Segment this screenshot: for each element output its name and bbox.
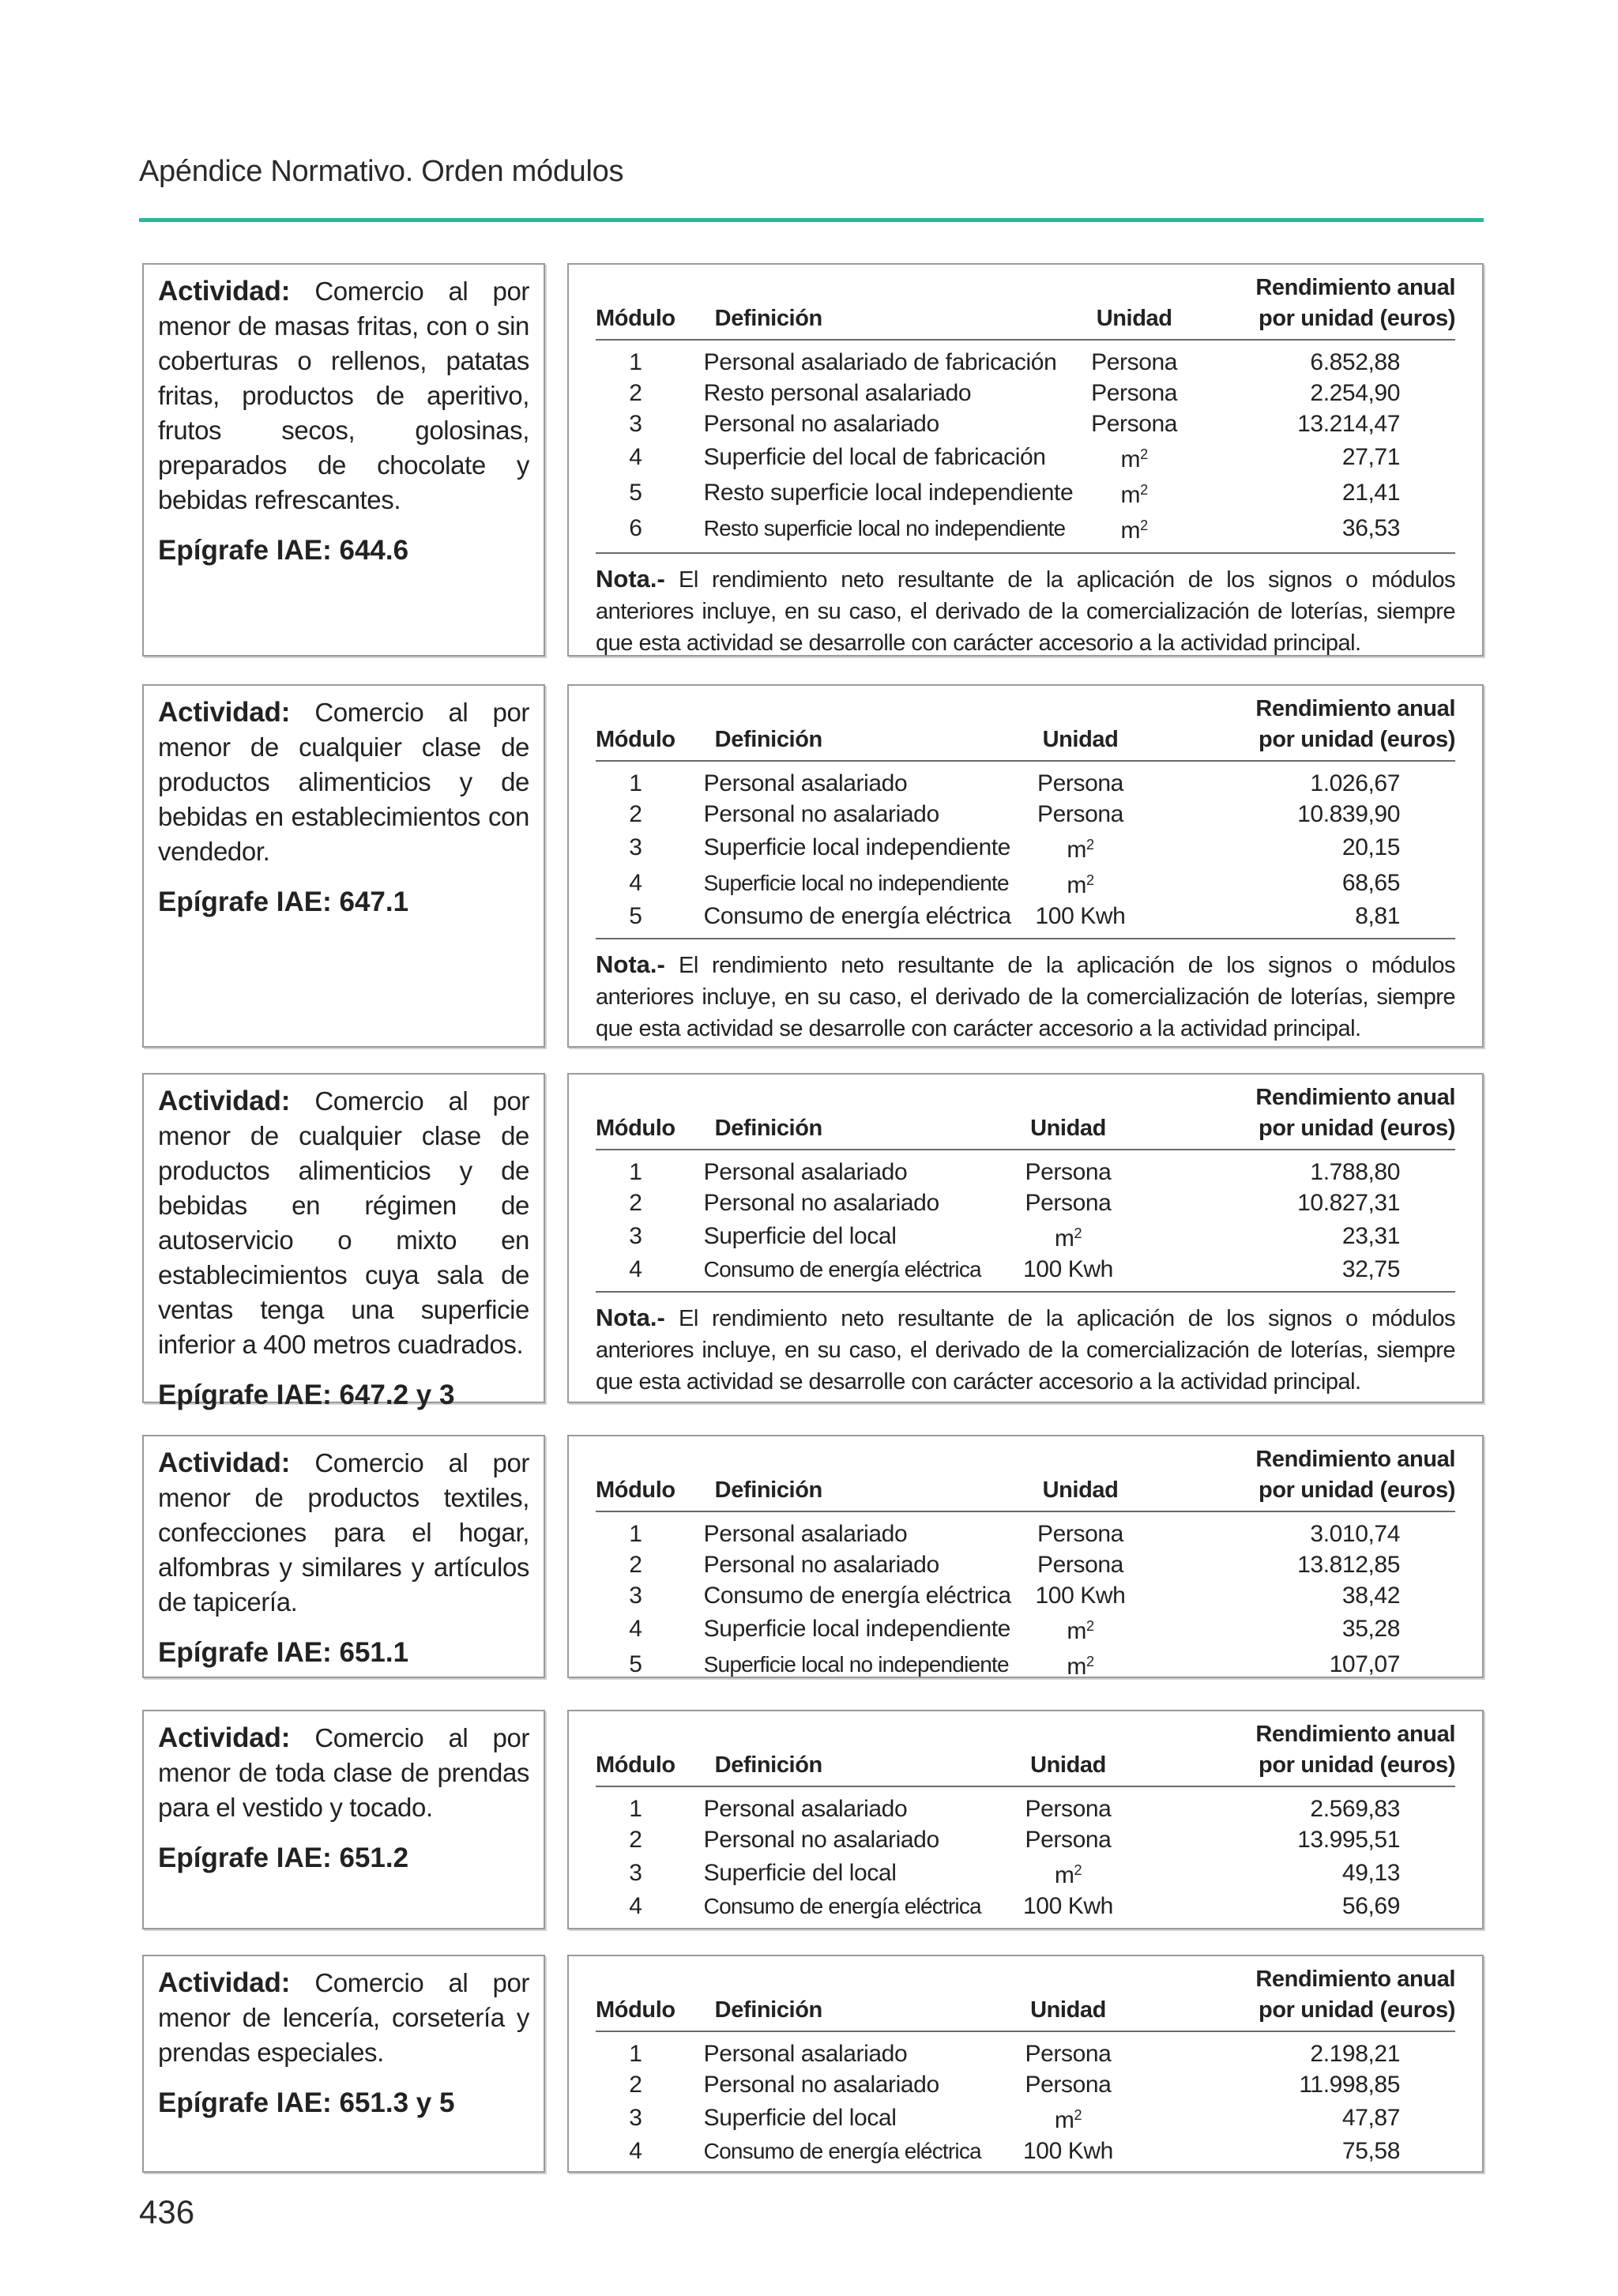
modules-table — [596, 1719, 1455, 1928]
cell-definicion: Personal asalariado — [703, 1796, 908, 1822]
table-header-row — [596, 694, 1455, 761]
cell-valor: 10.839,90 — [1297, 801, 1400, 827]
cell-unidad — [997, 1855, 1139, 1891]
modules-box — [567, 1955, 1484, 2173]
unidad-text: Persona — [1091, 380, 1178, 406]
cell-unidad — [1073, 408, 1195, 439]
header-rendimiento — [1139, 1719, 1455, 1786]
unidad-text: m — [1120, 518, 1141, 544]
header-rendimiento — [1195, 273, 1455, 340]
table-row — [596, 1254, 1455, 1291]
activity-description — [158, 1084, 529, 1362]
unidad-text: 100 Kwh — [1023, 1893, 1113, 1919]
cell-unidad — [997, 2031, 1139, 2069]
cell-valor: 107,07 — [1329, 1651, 1400, 1677]
cell-definicion: Superficie del local — [703, 1860, 897, 1886]
header-unidad: Unidad — [1073, 273, 1195, 340]
cell-valor: 6.852,88 — [1310, 349, 1400, 375]
header-definicion: Definición — [675, 273, 1074, 340]
activity-description — [158, 274, 529, 518]
nota-paragraph — [596, 552, 1455, 659]
unidad-superscript: 2 — [1140, 482, 1148, 498]
header-modulo: Módulo — [596, 694, 675, 761]
modules-box — [567, 263, 1484, 657]
cell-definicion: Resto superficie local no independiente — [703, 516, 1066, 540]
cell-modulo: 1 — [629, 770, 642, 796]
unidad-superscript: 2 — [1086, 837, 1094, 853]
header-modulo: Módulo — [596, 1719, 675, 1786]
modules-box — [567, 1073, 1484, 1403]
table-row — [596, 2100, 1455, 2136]
unidad-text: Persona — [1091, 349, 1178, 375]
cell-valor: 75,58 — [1341, 2138, 1400, 2164]
cell-definicion: Resto superficie local independiente — [703, 480, 1074, 506]
nota-label: Nota.- — [596, 565, 665, 593]
cell-unidad — [1011, 761, 1150, 799]
activity-box — [142, 1073, 545, 1410]
cell-definicion: Personal no asalariado — [703, 1190, 939, 1216]
cell-modulo: 4 — [629, 1893, 642, 1919]
table-row — [596, 1150, 1455, 1188]
epigrafe-label: Epígrafe IAE: 647.1 — [158, 886, 409, 917]
cell-modulo: 3 — [629, 1860, 642, 1886]
cell-valor: 23,31 — [1341, 1223, 1400, 1249]
cell-unidad — [1011, 1511, 1150, 1549]
cell-unidad — [997, 1254, 1139, 1291]
activity-label: Actividad: — [158, 697, 291, 728]
cell-definicion: Personal asalariado — [703, 770, 908, 796]
header-modulo: Módulo — [596, 1964, 675, 2031]
modules-table — [596, 694, 1455, 938]
unidad-text: Persona — [1037, 801, 1123, 827]
unidad-superscript: 2 — [1086, 872, 1094, 888]
header-modulo: Módulo — [596, 1444, 675, 1511]
modules-box — [567, 1710, 1484, 1929]
nota-text: El rendimiento neto resultante de la aplicación de los signos o módulos anteriores incluye, en su caso, el derivado de la comercialización de loterías, siempre que esta actividad se desarrolle con carácter accesorio a la actividad principal. — [596, 1306, 1455, 1395]
cell-valor: 47,87 — [1341, 2105, 1400, 2131]
table-row — [596, 1549, 1455, 1580]
cell-valor: 68,65 — [1341, 870, 1400, 896]
table-header-row — [596, 273, 1455, 340]
cell-definicion: Personal asalariado — [703, 1521, 908, 1547]
unidad-text: Persona — [1025, 2041, 1112, 2067]
cell-valor: 21,41 — [1341, 480, 1400, 506]
cell-valor: 3.010,74 — [1310, 1521, 1400, 1547]
cell-valor: 1.026,67 — [1310, 770, 1400, 796]
epigrafe-label: Epígrafe IAE: 651.2 — [158, 1842, 409, 1873]
cell-valor: 38,42 — [1341, 1583, 1400, 1609]
table-row — [596, 340, 1455, 378]
page-number: 436 — [139, 2193, 195, 2230]
activity-text: Comercio al por menor de masas fritas, con o sin coberturas o rellenos, patatas fritas, productos de aperitivo, frutos secos, golosinas, preparados de chocolate y bebidas refrescantes. — [158, 277, 529, 514]
header-rendimiento — [1150, 694, 1455, 761]
header-rendimiento-line1: Rendimiento anual — [1255, 1085, 1455, 1110]
cell-valor: 13.214,47 — [1297, 411, 1400, 437]
cell-modulo: 6 — [629, 515, 642, 541]
header-rendimiento-line1: Rendimiento anual — [1255, 696, 1455, 721]
header-rendimiento-line1: Rendimiento anual — [1255, 1722, 1455, 1747]
cell-definicion: Consumo de energía eléctrica — [703, 1583, 1011, 1609]
unidad-text: Persona — [1037, 770, 1123, 796]
cell-unidad — [1011, 1549, 1150, 1580]
cell-valor: 35,28 — [1341, 1616, 1400, 1642]
header-definicion: Definición — [675, 1082, 997, 1150]
cell-definicion: Personal no asalariado — [703, 411, 939, 437]
table-row — [596, 2031, 1455, 2069]
cell-modulo: 1 — [629, 1159, 642, 1185]
unidad-superscript: 2 — [1074, 1862, 1082, 1878]
cell-modulo: 3 — [629, 834, 642, 860]
cell-unidad — [997, 2100, 1139, 2136]
cell-modulo: 3 — [629, 1583, 642, 1609]
activity-box — [142, 263, 545, 657]
table-row — [596, 1580, 1455, 1611]
nota-paragraph — [596, 1291, 1455, 1398]
cell-modulo: 1 — [629, 1796, 642, 1822]
cell-definicion: Personal asalariado de fabricación — [703, 349, 1057, 375]
cell-modulo: 3 — [629, 2105, 642, 2131]
epigrafe-label: Epígrafe IAE: 651.1 — [158, 1637, 409, 1668]
table-row — [596, 865, 1455, 901]
table-row — [596, 1188, 1455, 1218]
header-definicion: Definición — [675, 1719, 997, 1786]
page-header-title: Apéndice Normativo. Orden módulos — [139, 155, 624, 188]
cell-modulo: 4 — [629, 444, 642, 470]
cell-valor: 1.788,80 — [1310, 1159, 1400, 1185]
cell-unidad — [1011, 830, 1150, 865]
nota-paragraph — [596, 938, 1455, 1044]
header-unidad: Unidad — [997, 1964, 1139, 2031]
epigrafe-label: Epígrafe IAE: 647.2 y 3 — [158, 1379, 455, 1410]
header-rendimiento-line2: por unidad (euros) — [1259, 306, 1455, 331]
table-header-row — [596, 1082, 1455, 1150]
table-row — [596, 799, 1455, 830]
cell-valor: 13.995,51 — [1297, 1827, 1400, 1853]
table-row — [596, 378, 1455, 408]
cell-unidad — [1073, 439, 1195, 475]
cell-modulo: 1 — [629, 2041, 642, 2067]
cell-unidad — [997, 1786, 1139, 1824]
table-header-row — [596, 1444, 1455, 1511]
cell-modulo: 4 — [629, 2138, 642, 2164]
header-rendimiento — [1150, 1444, 1455, 1511]
activity-label: Actividad: — [158, 1967, 291, 1998]
cell-valor: 36,53 — [1341, 515, 1400, 541]
cell-definicion: Personal no asalariado — [703, 801, 939, 827]
activity-box — [142, 684, 545, 1048]
table-row — [596, 1218, 1455, 1254]
cell-valor: 2.254,90 — [1310, 380, 1400, 406]
unidad-text: m — [1067, 1618, 1086, 1644]
header-unidad: Unidad — [1011, 1444, 1150, 1511]
activity-description — [158, 1446, 529, 1620]
unidad-superscript: 2 — [1074, 2107, 1082, 2123]
activity-box — [142, 1955, 545, 2173]
table-row — [596, 1611, 1455, 1647]
cell-definicion: Superficie local no independiente — [703, 871, 1009, 895]
header-modulo: Módulo — [596, 273, 675, 340]
unidad-text: m — [1067, 1654, 1086, 1680]
activity-text: Comercio al por menor de lencería, corsetería y prendas especiales. — [158, 1968, 529, 2067]
cell-unidad — [997, 1218, 1139, 1254]
activity-description — [158, 1966, 529, 2070]
cell-unidad — [1011, 865, 1150, 901]
nota-text: El rendimiento neto resultante de la aplicación de los signos o módulos anteriores incluye, en su caso, el derivado de la comercialización de loterías, siempre que esta actividad se desarrolle con carácter accesorio a la actividad principal. — [596, 567, 1455, 656]
unidad-superscript: 2 — [1086, 1618, 1094, 1634]
unidad-superscript: 2 — [1086, 1654, 1094, 1669]
cell-modulo: 5 — [629, 1651, 642, 1677]
cell-unidad — [1011, 1647, 1150, 1688]
cell-valor: 10.827,31 — [1297, 1190, 1400, 1216]
cell-definicion: Consumo de energía eléctrica — [703, 903, 1011, 929]
activity-text: Comercio al por menor de cualquier clase de productos alimenticios y de bebidas en régimen de autoservicio o mixto en establecimientos cuya sala de ventas tenga una superficie inferior a 400 metros cuadrados. — [158, 1086, 529, 1359]
header-rendimiento-line1: Rendimiento anual — [1255, 1447, 1455, 1472]
cell-valor: 8,81 — [1355, 903, 1400, 929]
cell-definicion: Personal no asalariado — [703, 1827, 939, 1853]
table-row — [596, 830, 1455, 865]
unidad-text: m — [1067, 872, 1086, 898]
cell-unidad — [1011, 1611, 1150, 1647]
cell-modulo: 2 — [629, 380, 642, 406]
cell-unidad — [1073, 510, 1195, 552]
header-rendimiento-line1: Rendimiento anual — [1255, 275, 1455, 300]
unidad-text: 100 Kwh — [1023, 2138, 1113, 2164]
cell-valor: 11.998,85 — [1299, 2072, 1400, 2098]
unidad-superscript: 2 — [1140, 446, 1148, 462]
cell-unidad — [1073, 475, 1195, 510]
modules-table — [596, 1444, 1455, 1688]
table-header-row — [596, 1719, 1455, 1786]
modules-box — [567, 1435, 1484, 1678]
header-rendimiento-line2: por unidad (euros) — [1259, 727, 1455, 752]
table-row — [596, 475, 1455, 510]
modules-box — [567, 684, 1484, 1048]
cell-definicion: Superficie del local de fabricación — [703, 444, 1046, 470]
cell-valor: 56,69 — [1341, 1893, 1400, 1919]
cell-valor: 2.569,83 — [1310, 1796, 1400, 1822]
table-row — [596, 2069, 1455, 2100]
unidad-text: Persona — [1025, 1190, 1112, 1216]
cell-definicion: Consumo de energía eléctrica — [703, 1257, 981, 1282]
table-row — [596, 2136, 1455, 2173]
activity-box — [142, 1710, 545, 1929]
cell-modulo: 1 — [629, 1521, 642, 1547]
cell-valor: 49,13 — [1341, 1860, 1400, 1886]
unidad-text: Persona — [1025, 1827, 1112, 1853]
header-rendimiento-line1: Rendimiento anual — [1255, 1967, 1455, 1992]
table-row — [596, 408, 1455, 439]
header-definicion: Definición — [675, 694, 1011, 761]
unidad-text: Persona — [1025, 1159, 1112, 1185]
cell-unidad — [1073, 340, 1195, 378]
unidad-text: 100 Kwh — [1023, 1256, 1113, 1282]
cell-definicion: Superficie local independiente — [703, 1616, 1010, 1642]
unidad-text: m — [1054, 2107, 1074, 2133]
cell-modulo: 4 — [629, 1256, 642, 1282]
unidad-text: Persona — [1037, 1521, 1123, 1547]
cell-definicion: Personal asalariado — [703, 1159, 908, 1185]
unidad-text: m — [1120, 446, 1141, 472]
cell-valor: 20,15 — [1341, 834, 1400, 860]
cell-unidad — [1011, 901, 1150, 938]
activity-label: Actividad: — [158, 1447, 291, 1478]
nota-label: Nota.- — [596, 950, 665, 978]
cell-definicion: Superficie local independiente — [703, 834, 1010, 860]
unidad-text: Persona — [1091, 411, 1178, 437]
header-rendimiento — [1139, 1964, 1455, 2031]
table-row — [596, 439, 1455, 475]
activity-label: Actividad: — [158, 1086, 291, 1116]
cell-modulo: 4 — [629, 1616, 642, 1642]
header-rendimiento-line2: por unidad (euros) — [1259, 1997, 1455, 2023]
cell-definicion: Consumo de energía eléctrica — [703, 2139, 981, 2163]
cell-unidad — [997, 2136, 1139, 2173]
table-row — [596, 510, 1455, 552]
cell-modulo: 2 — [629, 2072, 642, 2098]
header-unidad: Unidad — [997, 1719, 1139, 1786]
header-rule — [139, 218, 1484, 222]
header-rendimiento-line2: por unidad (euros) — [1259, 1116, 1455, 1141]
cell-definicion: Personal no asalariado — [703, 2072, 939, 2098]
cell-definicion: Superficie del local — [703, 2105, 897, 2131]
unidad-text: m — [1120, 482, 1141, 508]
cell-modulo: 2 — [629, 801, 642, 827]
epigrafe-label: Epígrafe IAE: 644.6 — [158, 535, 409, 566]
table-row — [596, 1855, 1455, 1891]
nota-text: El rendimiento neto resultante de la aplicación de los signos o módulos anteriores incluye, en su caso, el derivado de la comercialización de loterías, siempre que esta actividad se desarrolle con carácter accesorio a la actividad principal. — [596, 953, 1455, 1041]
unidad-text: m — [1067, 837, 1086, 863]
cell-unidad — [997, 1824, 1139, 1855]
unidad-superscript: 2 — [1074, 1225, 1082, 1241]
activity-label: Actividad: — [158, 1722, 291, 1753]
table-row — [596, 901, 1455, 938]
nota-label: Nota.- — [596, 1304, 665, 1331]
cell-unidad — [1073, 378, 1195, 408]
cell-modulo: 3 — [629, 1223, 642, 1249]
header-rendimiento — [1139, 1082, 1455, 1150]
cell-valor: 27,71 — [1341, 444, 1400, 470]
header-modulo: Módulo — [596, 1082, 675, 1150]
cell-modulo: 2 — [629, 1827, 642, 1853]
table-row — [596, 761, 1455, 799]
cell-definicion: Resto personal asalariado — [703, 380, 972, 406]
cell-definicion: Personal no asalariado — [703, 1552, 939, 1578]
table-header-row — [596, 1964, 1455, 2031]
activity-text: Comercio al por menor de cualquier clase de productos alimenticios y de bebidas en establecimientos con vendedor. — [158, 698, 529, 866]
cell-modulo: 5 — [629, 903, 642, 929]
header-rendimiento-line2: por unidad (euros) — [1259, 1752, 1455, 1778]
unidad-text: m — [1054, 1862, 1074, 1888]
table-row — [596, 1647, 1455, 1688]
cell-modulo: 4 — [629, 870, 642, 896]
modules-table — [596, 273, 1455, 552]
cell-valor: 2.198,21 — [1310, 2041, 1400, 2067]
cell-definicion: Consumo de energía eléctrica — [703, 1894, 981, 1918]
cell-unidad — [1011, 799, 1150, 830]
cell-unidad — [997, 2069, 1139, 2100]
modules-table — [596, 1082, 1455, 1291]
header-definicion: Definición — [675, 1964, 997, 2031]
activity-box — [142, 1435, 545, 1678]
unidad-superscript: 2 — [1140, 518, 1148, 533]
cell-unidad — [997, 1188, 1139, 1218]
cell-definicion: Superficie local no independiente — [703, 1652, 1009, 1677]
cell-modulo: 5 — [629, 480, 642, 506]
cell-unidad — [997, 1150, 1139, 1188]
activity-text: Comercio al por menor de productos textiles, confecciones para el hogar, alfombras y similares y artículos de tapicería. — [158, 1448, 529, 1617]
cell-modulo: 2 — [629, 1190, 642, 1216]
header-rendimiento-line2: por unidad (euros) — [1259, 1477, 1455, 1503]
cell-definicion: Superficie del local — [703, 1223, 897, 1249]
cell-modulo: 1 — [629, 349, 642, 375]
activity-label: Actividad: — [158, 276, 291, 307]
header-unidad: Unidad — [1011, 694, 1150, 761]
unidad-text: Persona — [1025, 1796, 1112, 1822]
cell-valor: 13.812,85 — [1297, 1552, 1400, 1578]
cell-modulo: 3 — [629, 411, 642, 437]
table-row — [596, 1824, 1455, 1855]
unidad-text: Persona — [1025, 2072, 1112, 2098]
cell-modulo: 2 — [629, 1552, 642, 1578]
header-definicion: Definición — [675, 1444, 1011, 1511]
cell-unidad — [1011, 1580, 1150, 1611]
cell-valor: 32,75 — [1341, 1256, 1400, 1282]
table-row — [596, 1786, 1455, 1824]
activity-description — [158, 695, 529, 869]
table-row — [596, 1891, 1455, 1928]
cell-definicion: Personal asalariado — [703, 2041, 908, 2067]
unidad-text: Persona — [1037, 1552, 1123, 1578]
modules-table — [596, 1964, 1455, 2173]
epigrafe-label: Epígrafe IAE: 651.3 y 5 — [158, 2087, 455, 2118]
header-unidad: Unidad — [997, 1082, 1139, 1150]
unidad-text: m — [1054, 1225, 1074, 1252]
unidad-text: 100 Kwh — [1035, 1583, 1126, 1609]
cell-unidad — [997, 1891, 1139, 1928]
activity-description — [158, 1721, 529, 1825]
table-row — [596, 1511, 1455, 1549]
activity-text: Comercio al por menor de toda clase de prendas para el vestido y tocado. — [158, 1723, 529, 1822]
unidad-text: 100 Kwh — [1035, 903, 1126, 929]
